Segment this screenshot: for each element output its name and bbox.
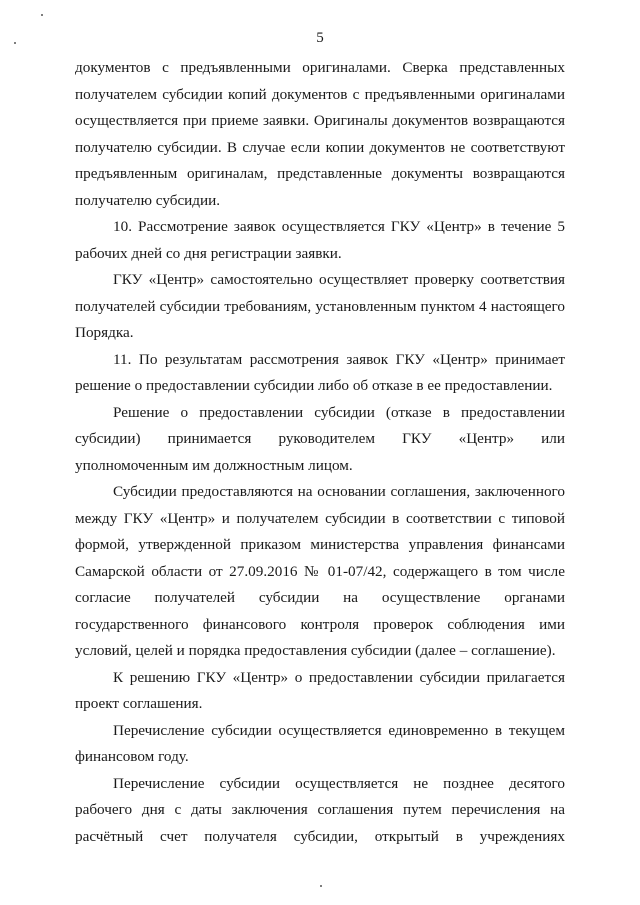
body-text (75, 55, 565, 850)
paragraph: Решение о предоставлении субсидии (отказе в предоставлении субсидии) принимается руководителем ГКУ «Центр» или уполномоченным им должностным лицом. (75, 403, 565, 474)
paragraph: Перечисление субсидии осуществляется единовременно в текущем финансовом году. (75, 721, 565, 765)
paragraph: ГКУ «Центр» самостоятельно осуществляет проверку соответствия получателей субсидии требованиям, установленным пунктом 4 настоящего Порядка. (75, 271, 565, 341)
paragraph: документов с предъявленными оригиналами. Сверка представленных получателем субсидии копий документов с предъявленными оригиналами осуществляется при приеме заявки. Оригиналы документов возвращаются получателю субсидии. В случае если копии документов не соответствуют предъявленным оригиналам, представленные документы возвращаются получателю субсидии. (75, 59, 565, 209)
scan-speck (41, 14, 43, 16)
paragraph: 10. Рассмотрение заявок осуществляется ГКУ «Центр» в течение 5 рабочих дней со дня регистрации заявки. (75, 218, 565, 262)
scan-speck (320, 885, 322, 887)
paragraph: 11. По результатам рассмотрения заявок ГКУ «Центр» принимает решение о предоставлении субсидии либо об отказе в ее предоставлении. (75, 350, 565, 394)
paragraph: К решению ГКУ «Центр» о предоставлении субсидии прилагается проект соглашения. (75, 668, 565, 712)
paragraph: Перечисление субсидии осуществляется не позднее десятого рабочего дня с даты заключения соглашения путем перечисления на расчётный счет получателя субсидии, открытый в учреждениях (75, 774, 565, 845)
paragraph: Субсидии предоставляются на основании соглашения, заключенного между ГКУ «Центр» и получателем субсидии в соответствии с типовой формой, утвержденной приказом министерства управления финансами Самарской области от 27.09.2016 № 01-07/42, содержащего в том числе согласие получателей субсидии на осуществление органами государственного финансового контроля проверок соблюдения ими условий, целей и порядка предоставления субсидии (далее – соглашение). (75, 483, 565, 659)
page-number: 5 (316, 30, 324, 46)
